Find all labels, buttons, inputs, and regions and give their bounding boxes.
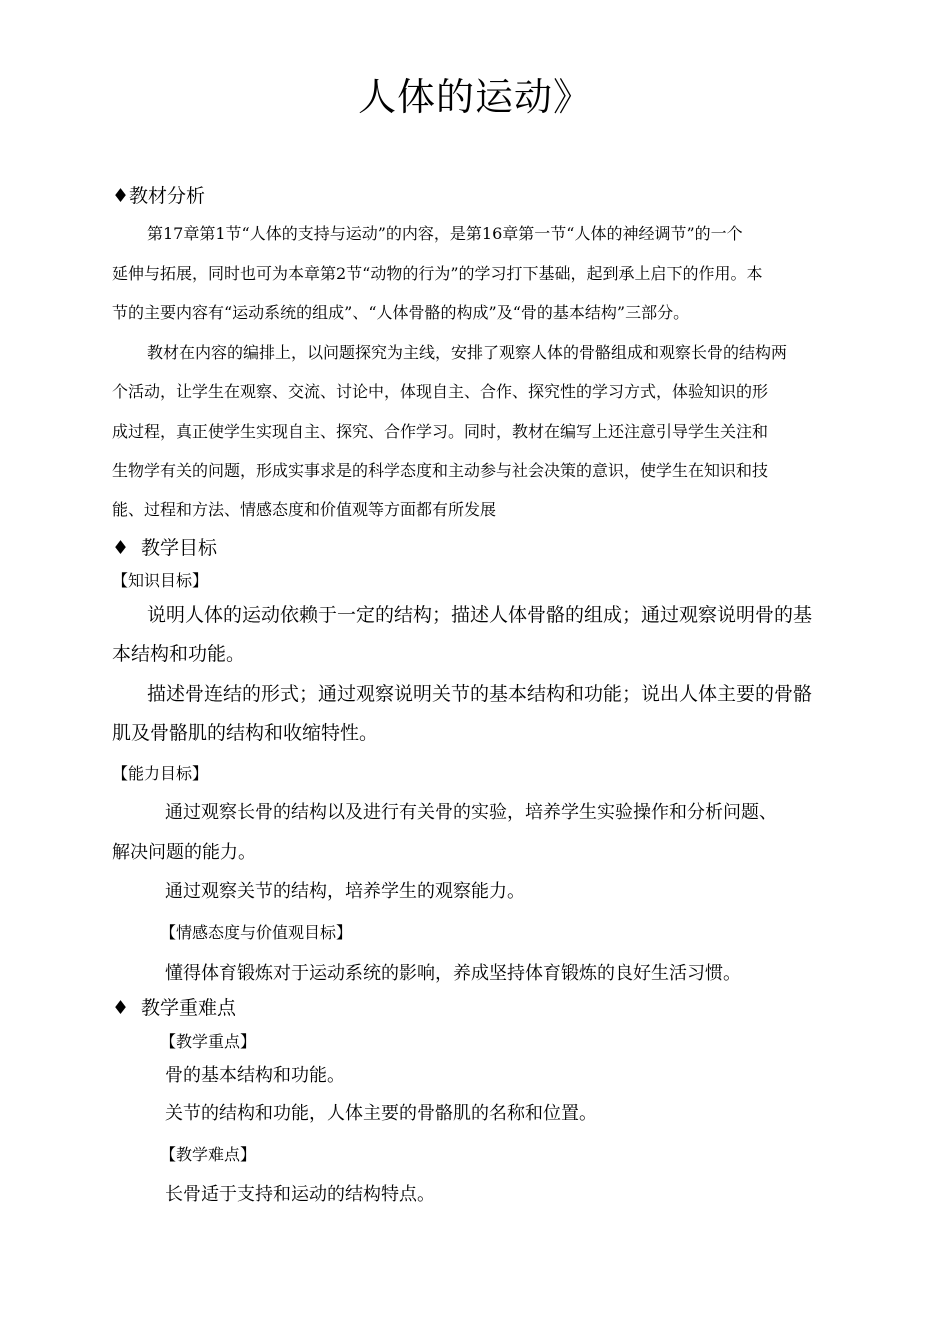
- paragraph-line: 骨的基本结构和功能。: [165, 1065, 345, 1086]
- paragraph-line: 个活动，让学生在观察、交流、讨论中，体现自主、合作、探究性的学习方式，体验知识的形: [112, 382, 769, 401]
- paragraph-line: 通过观察长骨的结构以及进行有关骨的实验，培养学生实验操作和分析问题、: [165, 802, 777, 823]
- diamond-bullet-icon: ♦: [112, 537, 130, 559]
- paragraph-line: 延伸与拓展，同时也可为本章第2节“动物的行为”的学习打下基础，起到承上启下的作用。本: [112, 264, 763, 283]
- subheading-key-points: 【教学重点】: [160, 1032, 257, 1051]
- paragraph-line: 解决问题的能力。: [112, 842, 256, 863]
- paragraph-line: 关节的结构和功能，人体主要的骨骼肌的名称和位置。: [165, 1103, 597, 1124]
- paragraph-line: 通过观察关节的结构，培养学生的观察能力。: [165, 881, 525, 902]
- paragraph-line: 第17章第1节“人体的支持与运动”的内容，是第16章第一节“人体的神经调节”的一个: [147, 224, 743, 243]
- subheading-ability-goals: 【能力目标】: [112, 764, 209, 783]
- paragraph-line: 能、过程和方法、情感态度和价值观等方面都有所发展: [112, 500, 497, 519]
- paragraph-line: 生物学有关的问题，形成实事求是的科学态度和主动参与社会决策的意识，使学生在知识和技: [112, 461, 769, 480]
- paragraph-line: 懂得体育锻炼对于运动系统的影响，养成坚持体育锻炼的良好生活习惯。: [165, 963, 741, 984]
- paragraph-line: 教材在内容的编排上，以问题探究为主线，安排了观察人体的骨骼组成和观察长骨的结构两: [147, 343, 788, 362]
- paragraph-line: 本结构和功能。: [112, 643, 246, 665]
- paragraph-line: 说明人体的运动依赖于一定的结构；描述人体骨骼的组成；通过观察说明骨的基: [147, 604, 813, 626]
- paragraph-line: 肌及骨骼肌的结构和收缩特性。: [112, 722, 379, 744]
- subheading-emotion-values-goals: 【情感态度与价值观目标】: [160, 923, 353, 942]
- paragraph-line: 描述骨连结的形式；通过观察说明关节的基本结构和功能；说出人体主要的骨骼: [147, 683, 813, 705]
- paragraph-line: 成过程，真正使学生实现自主、探究、合作学习。同时，教材在编写上还注意引导学生关注和: [112, 422, 769, 441]
- section-heading-key-difficult-points: 教学重难点: [141, 997, 237, 1019]
- section-heading-teaching-goals: 教学目标: [141, 537, 218, 559]
- paragraph-line: 长骨适于支持和运动的结构特点。: [165, 1184, 435, 1205]
- section-heading-textbook-analysis: ♦教材分析: [112, 185, 206, 207]
- paragraph-line: 节的主要内容有“运动系统的组成”、“人体骨骼的构成”及“骨的基本结构”三部分。: [112, 303, 690, 322]
- subheading-knowledge-goals: 【知识目标】: [112, 571, 209, 590]
- page-title: 人体的运动》: [357, 75, 592, 119]
- diamond-bullet-icon: ♦: [112, 997, 130, 1019]
- subheading-difficult-points: 【教学难点】: [160, 1145, 257, 1164]
